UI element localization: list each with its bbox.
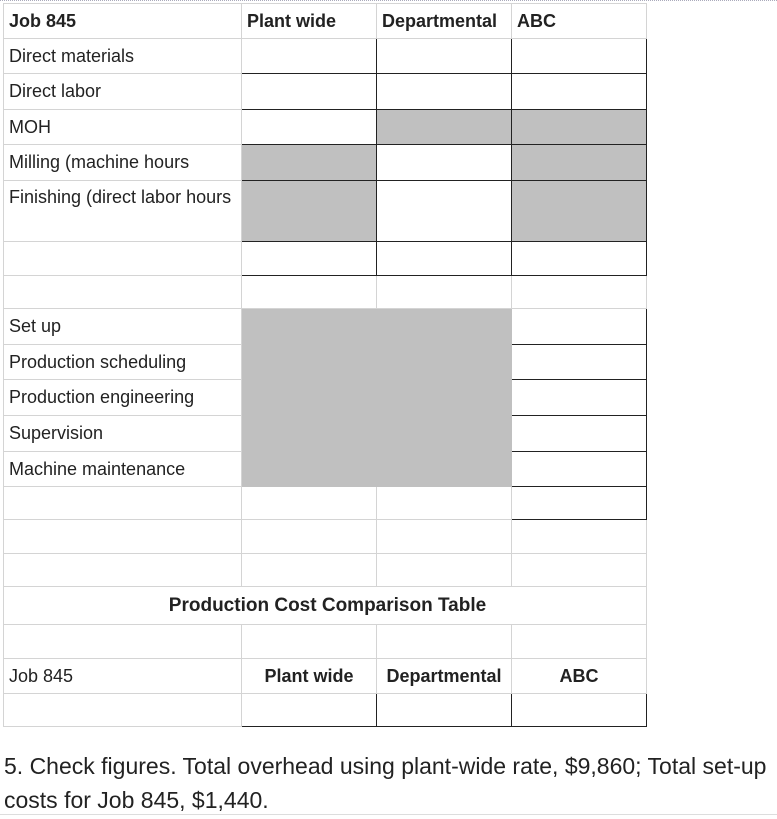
disabled-cell xyxy=(377,416,512,452)
disabled-cell xyxy=(377,110,512,145)
table-row xyxy=(4,452,647,487)
bottom-border xyxy=(0,814,777,815)
disabled-cell xyxy=(512,181,647,242)
empty-cell xyxy=(242,554,377,587)
empty-cell xyxy=(512,276,647,309)
empty-cell xyxy=(242,487,377,520)
comparison-header-row xyxy=(4,659,647,694)
empty-cell xyxy=(377,625,512,659)
comparison-title: Production Cost Comparison Table xyxy=(4,587,647,625)
disabled-cell xyxy=(242,380,377,416)
input-cell[interactable] xyxy=(512,380,647,416)
disabled-cell xyxy=(377,345,512,380)
row-label-set-up: Set up xyxy=(4,309,242,345)
table-row xyxy=(4,309,647,345)
empty-cell xyxy=(377,276,512,309)
spacer-row xyxy=(4,276,647,309)
disabled-cell xyxy=(242,345,377,380)
table-row xyxy=(4,74,647,110)
input-cell[interactable] xyxy=(377,181,512,242)
disabled-cell xyxy=(377,380,512,416)
job-header: Job 845 xyxy=(4,4,242,39)
row-label-moh: MOH xyxy=(4,110,242,145)
disabled-cell xyxy=(377,309,512,345)
empty-cell xyxy=(4,487,242,520)
total-row xyxy=(4,242,647,276)
input-cell[interactable] xyxy=(512,452,647,487)
empty-cell xyxy=(377,520,512,554)
table-row xyxy=(4,181,647,242)
spacer-row xyxy=(4,520,647,554)
empty-cell xyxy=(242,625,377,659)
empty-cell xyxy=(512,520,647,554)
disabled-cell xyxy=(242,452,377,487)
input-cell[interactable] xyxy=(377,39,512,74)
input-cell[interactable] xyxy=(242,242,377,276)
comparison-plant-wide-header: Plant wide xyxy=(242,659,377,694)
empty-cell xyxy=(242,276,377,309)
input-cell[interactable] xyxy=(377,242,512,276)
header-row xyxy=(4,4,647,39)
input-cell[interactable] xyxy=(512,39,647,74)
empty-cell xyxy=(512,554,647,587)
table-row xyxy=(4,39,647,74)
empty-cell xyxy=(4,694,242,727)
input-cell[interactable] xyxy=(512,487,647,520)
departmental-header: Departmental xyxy=(377,4,512,39)
input-cell[interactable] xyxy=(242,110,377,145)
empty-cell xyxy=(4,625,242,659)
input-cell[interactable] xyxy=(512,694,647,727)
abc-header: ABC xyxy=(512,4,647,39)
row-label-milling: Milling (machine hours xyxy=(4,145,242,181)
empty-cell xyxy=(4,242,242,276)
row-label-supervision: Supervision xyxy=(4,416,242,452)
plant-wide-header: Plant wide xyxy=(242,4,377,39)
empty-cell xyxy=(4,520,242,554)
table-row xyxy=(4,380,647,416)
table-row xyxy=(4,416,647,452)
total-row xyxy=(4,487,647,520)
input-cell[interactable] xyxy=(377,145,512,181)
input-cell[interactable] xyxy=(512,242,647,276)
input-cell[interactable] xyxy=(242,74,377,110)
spacer-row xyxy=(4,625,647,659)
empty-cell xyxy=(4,554,242,587)
disabled-cell xyxy=(377,452,512,487)
empty-cell xyxy=(4,276,242,309)
empty-cell xyxy=(377,487,512,520)
comparison-job-label: Job 845 xyxy=(4,659,242,694)
input-cell[interactable] xyxy=(512,309,647,345)
disabled-cell xyxy=(242,416,377,452)
comparison-value-row xyxy=(4,694,647,727)
row-label-direct-labor: Direct labor xyxy=(4,74,242,110)
comparison-abc-header: ABC xyxy=(512,659,647,694)
row-label-direct-materials: Direct materials xyxy=(4,39,242,74)
table-row xyxy=(4,345,647,380)
input-cell[interactable] xyxy=(512,74,647,110)
top-border xyxy=(0,0,777,1)
disabled-cell xyxy=(242,145,377,181)
row-label-machine-maintenance: Machine maintenance xyxy=(4,452,242,487)
row-label-production-scheduling: Production scheduling xyxy=(4,345,242,380)
input-cell[interactable] xyxy=(512,345,647,380)
input-cell[interactable] xyxy=(242,694,377,727)
table-row xyxy=(4,145,647,181)
input-cell[interactable] xyxy=(377,74,512,110)
input-cell[interactable] xyxy=(512,416,647,452)
check-figures-note: 5. Check figures. Total overhead using plant-wide rate, $9,860; Total set-up costs for Job 845, $1,440. xyxy=(4,753,767,813)
input-cell[interactable] xyxy=(377,694,512,727)
input-cell[interactable] xyxy=(242,39,377,74)
disabled-cell xyxy=(242,181,377,242)
empty-cell xyxy=(242,520,377,554)
spacer-row xyxy=(4,554,647,587)
disabled-cell xyxy=(512,110,647,145)
disabled-cell xyxy=(512,145,647,181)
comparison-departmental-header: Departmental xyxy=(377,659,512,694)
table-row xyxy=(4,110,647,145)
disabled-cell xyxy=(242,309,377,345)
empty-cell xyxy=(377,554,512,587)
comparison-title-row xyxy=(4,587,647,625)
row-label-production-engineering: Production engineering xyxy=(4,380,242,416)
job-cost-worksheet xyxy=(3,3,647,727)
row-label-finishing: Finishing (direct labor hours xyxy=(4,181,242,242)
empty-cell xyxy=(512,625,647,659)
